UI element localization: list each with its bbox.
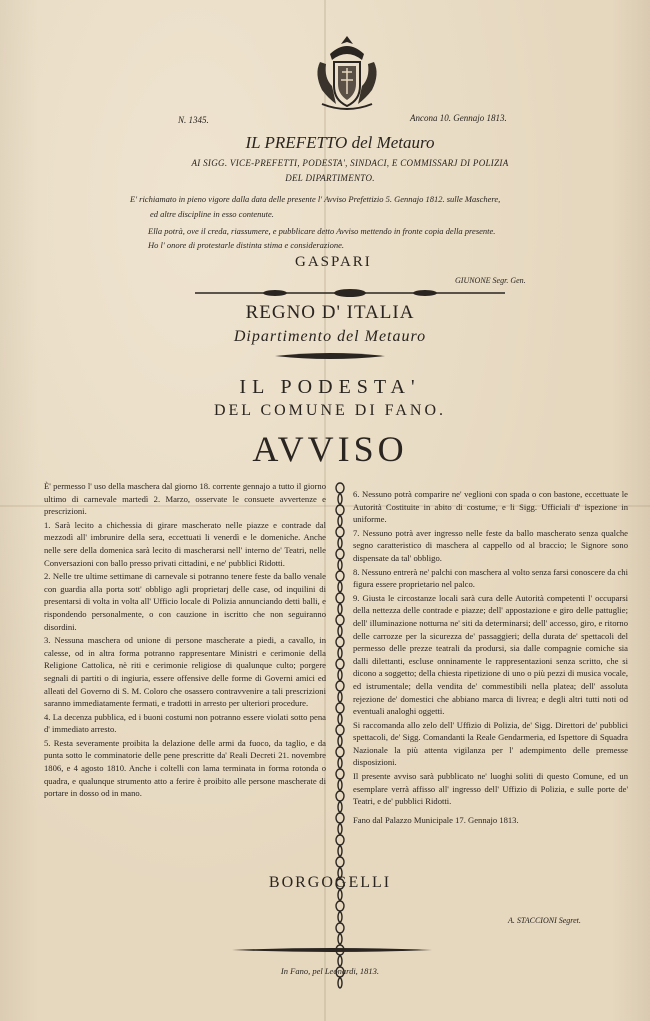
chain-link <box>336 527 344 537</box>
addressees-line-2: DEL DIPARTIMENTO. <box>285 173 375 183</box>
chain-link <box>336 637 344 647</box>
kingdom-title: REGNO D' ITALIA <box>245 302 415 323</box>
secretary-signature: A. STACCIONI Segret. <box>508 916 581 925</box>
chain-link <box>338 934 342 944</box>
mayor-signature: BORGOGELLI <box>268 874 392 891</box>
printer-line: In Fano, pel Leonardi, 1813. <box>280 966 380 976</box>
article-4: 4. La decenza pubblica, ed i buoni costumi non potranno essere violati sotto pena d' immediato arresto. <box>44 711 326 735</box>
chain-link <box>338 758 342 768</box>
prefect-title: IL PREFETTO del Metauro <box>245 133 435 152</box>
chain-link <box>336 571 344 581</box>
chain-link <box>336 791 344 801</box>
chain-link <box>338 802 342 812</box>
chain-divider <box>331 480 349 990</box>
chain-link <box>336 703 344 713</box>
chain-link <box>336 549 344 559</box>
chain-link <box>336 769 344 779</box>
chain-link <box>338 538 342 548</box>
chain-link <box>338 516 342 526</box>
article-9: 9. Giusta le circostanze locali sarà cura delle Autorità competenti l' occuparsi della nettezza delle contrade e piazze; dell' appostazione e giro delle pattuglie; dell' illuminazione notturna ne' siti da determinarsi; dell' accesso, giro, e ritorno delle carrozze per la sicurezza de' passaggieri; della durata de' spettacoli del permesso delle prezze teatrali da prodursi, sia dalle compagnie comiche sia dalli dilettanti, escluse onninamente le rappresentazioni senza scritto, che si dicono a soggetto; della chiesta ripetizione di uno o più pezzi di musica vocale, ed istrumentale; della vendita de' commestibili nella platea; dell' assoluta rejezione de' domestici che abbiano marca di livrea; e degli altri tutti noti od eventuali analoghi oggetti. <box>353 592 628 717</box>
issue-place-date: Fano dal Palazzo Municipale 17. Gennajo 1813. <box>353 814 519 825</box>
chain-link <box>338 648 342 658</box>
chain-link <box>336 483 344 493</box>
prefect-body-4: Ho l' onore di protestarle distinta stima e considerazione. <box>148 240 344 250</box>
prefect-secretary: GIUNONE Segr. Gen. <box>455 276 526 285</box>
article-3: 3. Nessuna maschera od unione di persone mascherate a piedi, a cavallo, in calesse, od in altra forma potranno rappresentare Ministri e cerimonie della Religione Cattolica, nè riti e cerimonie religiose di qualunque culto; porgere segnali di partiti o di ingiuria, essere offensive delle forme di Governi amici ed alleati del Governo di S. M. Coloro che osassero contravvenire a tali prescrizioni saranno immediatamente fermati, e tradotti in arresto per ulteriori procedure. <box>44 635 326 709</box>
authority-line-2: DEL COMUNE DI FANO. <box>213 402 447 419</box>
opening-paragraph: È' permesso l' uso della maschera dal giorno 18. corrente gennajo a tutto il giorno ultimo di carnevale martedì 2. Marzo, osservate le consuete avvertenze e prescrizioni. <box>44 481 326 517</box>
prefect-body-1: E' richiamato in pieno vigore dalla data delle presente l' Avviso Prefettizio 5. Gennajo 1812. sulle Maschere, <box>130 194 501 204</box>
document-number: N. 1345. <box>178 115 209 125</box>
chain-link <box>336 857 344 867</box>
department-title: Dipartimento del Metauro <box>233 328 427 345</box>
addressees-line-1: AI SIGG. VICE-PREFETTI, PODESTA', SINDACI, E COMMISSARJ DI POLIZIA <box>191 158 509 168</box>
chain-link <box>336 725 344 735</box>
chain-link <box>338 956 342 966</box>
article-6: 6. Nessuno potrà comparire ne' veglioni con spada o con bastone, eccettuate le Autorità Costituite in abito di costume, e li Sigg. Ufficiali d' ispezione in uniforme. <box>353 489 628 525</box>
article-1: 1. Sarà lecito a chichessia di girare mascherato nelle piazze e contrade dal mezzodì all' imbrunire della sera, eccettuati li venerdì e le domeniche. Anche nelle sere della domenica sarà lecito di mascherarsi nell' interno de' Teatri, nelle Conversazioni con ballo presso privati cittadini, e ne' pubblici Ridotti. <box>44 519 326 568</box>
footer-rule <box>232 946 432 954</box>
article-8: 8. Nessuno entrerà ne' palchi con maschera al volto senza farsi conoscere da chi figura essere proprietario nel palco. <box>353 566 628 590</box>
chain-link <box>338 912 342 922</box>
place-date: Ancona 10. Gennajo 1813. <box>410 113 507 123</box>
chain-link <box>338 494 342 504</box>
publication-note: Il presente avviso sarà pubblicato ne' luoghi soliti di questo Comune, ed un esemplare verrà affisso all' ingresso dell' Uffizio di Polizia, e sulle porte de' Teatri, e de' pubblici Ridotti. <box>353 771 628 807</box>
chain-link <box>338 780 342 790</box>
chain-link <box>336 813 344 823</box>
chain-link <box>338 692 342 702</box>
authority-line-1: IL PODESTA' <box>239 376 421 398</box>
police-recommendation: Si raccomanda allo zelo dell' Uffizio di Polizia, de' Sigg. Direttori de' pubblici spettacoli, de' Sigg. Comandanti la Reale Gendarmeria, ed Ispettore di Squadra Nazionale la più attenta vigilanza per l' adempimento delle premesse disposizioni. <box>353 719 628 768</box>
chain-link <box>336 593 344 603</box>
chain-link <box>336 835 344 845</box>
chain-link <box>336 659 344 669</box>
article-2: 2. Nelle tre ultime settimane di carnevale si potranno tenere feste da ballo venale con guardia alla porta sott' obbligo agli proprietarj delle case, od inquilini di presentarsi di volta in volta all' Ufficio locale di Polizia annunciando detti balli, e rispondendo personalmente, o con cauzione in iscritto che non seguiranno disordini. <box>44 571 326 632</box>
chain-link <box>336 901 344 911</box>
chain-link <box>338 582 342 592</box>
prefect-body-3: Ella potrà, ove il creda, riassumere, e pubblicare detto Avviso mettendo in fronte copia della presente. <box>148 226 496 236</box>
chain-link <box>338 670 342 680</box>
chain-link <box>338 978 342 988</box>
chain-link <box>338 824 342 834</box>
small-ornament <box>275 352 385 360</box>
left-column <box>44 480 326 800</box>
article-7: 7. Nessuno potrà aver ingresso nelle feste da ballo mascherato senza qualche segno caratteristico di maschera al cappello od al braccio; le Signore sono dispensate da tal' obbligo. <box>353 527 628 563</box>
article-5: 5. Resta severamente proibita la delazione delle armi da fuoco, da taglio, e da punta sotto le comminatorie delle pene prescritte da' Reali Decreti 21. novembre 1806, e 4 agosto 1810. Anche i coltelli con lama terminata in forma rotonda o quadra, e qualunque strumento atto a ferire è proibito alle persone mascherate di portare in dosso od in mano. <box>44 737 326 799</box>
coat-of-arms-icon <box>312 34 382 112</box>
right-column <box>353 488 628 826</box>
chain-link <box>338 736 342 746</box>
prefect-body-2: ed altre discipline in esso contenute. <box>150 209 274 219</box>
chain-link <box>336 681 344 691</box>
chain-link <box>336 747 344 757</box>
chain-link <box>336 505 344 515</box>
chain-link <box>338 604 342 614</box>
chain-link <box>336 923 344 933</box>
chain-link <box>338 626 342 636</box>
ornamental-rule <box>195 288 505 298</box>
chain-link <box>338 846 342 856</box>
notice-title: AVVISO <box>252 429 408 469</box>
chain-link <box>338 560 342 570</box>
chain-link <box>338 714 342 724</box>
chain-link <box>336 615 344 625</box>
prefect-signature: GASPARI <box>295 254 372 270</box>
